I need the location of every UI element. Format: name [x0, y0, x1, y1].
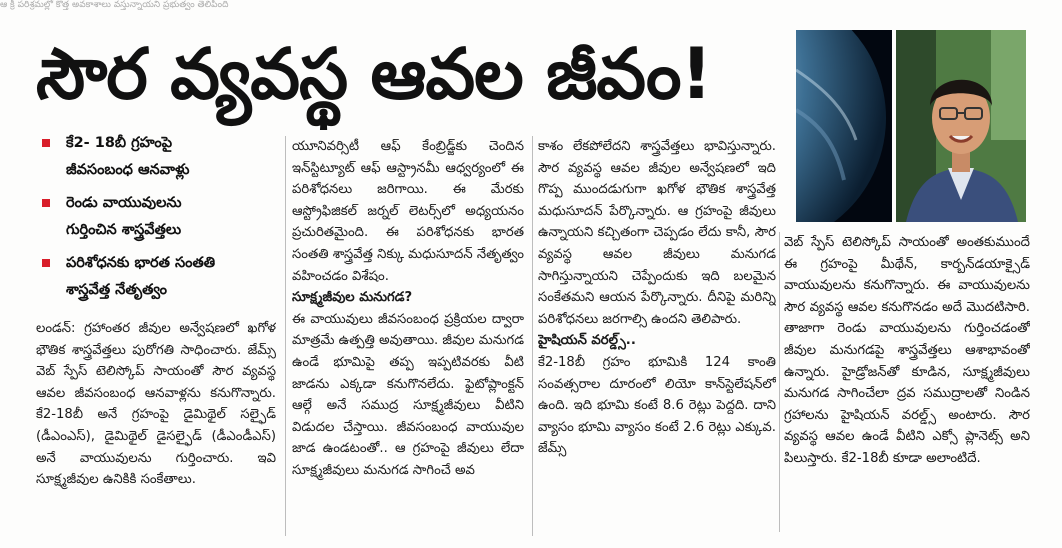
scientist-portrait	[896, 30, 1026, 222]
article-column-2	[292, 136, 524, 536]
red-square-bullet-icon	[42, 259, 50, 267]
column-1-text: లండన్‌: గ్రహాంతర జీవుల అన్వేషణలో ఖగోళ భౌతిక శాస్త్రవేత్తలు పురోగతి సాధించారు. జేమ్స్‌ వెబ్‌ స్పేస్‌ టెలిస్కోప్‌ సాయంతో సౌర వ్యవస్థ ఆవల జీవసంబంధ ఆనవాళ్లను కనుగొన్నారు. కే2-18బీ అనే గ్రహంపై డైమిథైల్‌ సల్ఫైడ్‌ (డీఎంఎస్‌), డైమిథైల్‌ డైసల్ఫైడ్‌ (డీఎండీఎస్‌) అనే వాయువులను గుర్తించారు. ఇవి సూక్ష్మజీవుల ఉనికికి సంకేతాలు.	[36, 321, 276, 488]
headline: సౌర వ్యవస్థ ఆవల జీవం!	[36, 33, 712, 115]
column-4-text: వెబ్‌ స్పేస్‌ టెలిస్కోప్‌ సాయంతో అంతకుముందే ఈ గ్రహంపై మీథేన్‌, కార్బన్‌డయాక్సైడ్‌ వాయువులను కనుగొన్నారు. ఈ వాయువులను సౌర వ్యవస్థ ఆవల కనుగొనడం అదే మొదటిసారి. తాజాగా రెండు వాయువులను గుర్తించడంతో జీవుల మనుగడపై శాస్త్రవేత్తలు ఆశాభావంతో ఉన్నారు. హైడ్రోజన్‌తో కూడిన, సూక్ష్మజీవులు మనుగడ సాగించేలా ద్రవ సముద్రాలతో నిండిన గ్రహాలను హైషియన్‌ వరల్డ్స్‌ అంటారు. సౌర వ్యవస్థ ఆవల ఉండే వీటిని ఎక్సో ప్లానెట్స్‌ అని పిలుస్తారు. కే2-18బీ కూడా అలాంటిదే.	[784, 235, 1030, 466]
column-2-text-a: యూనివర్సిటీ ఆఫ్‌ కేంబ్రిడ్జ్‌కు చెందిన ఇన్‌స్టిట్యూట్‌ ఆఫ్‌ ఆస్ట్రానమీ ఆధ్వర్యంలో ఈ పరిశోధనలు జరిగాయి. ఈ మేరకు ఆస్ట్రోఫిజికల్‌ జర్నల్‌ లెటర్స్‌లో అధ్యయనం ప్రచురితమైంది. ఈ పరిశోధనకు భారత సంతతి శాస్త్రవేత్త నిక్కు మధుసూదన్‌ నేతృత్వం వహించడం విశేషం.	[292, 139, 524, 284]
article-column-1	[36, 318, 276, 536]
highlight-line: గుర్తించిన శాస్త్రవేత్తలు	[66, 222, 182, 238]
highlight-line: రెండు వాయువులను	[66, 195, 182, 211]
column-3-text-a: కాశం లేకపోలేదని శాస్త్రవేత్తలు భావిస్తున్నారు. సౌర వ్యవస్థ ఆవల జీవుల అన్వేషణలో ఇది గొప్ప ముందడుగుగా ఖగోళ భౌతిక శాస్త్రవేత్త మధుసూదన్‌ పేర్కొన్నారు. ఆ గ్రహంపై జీవులు ఉన్నాయని కచ్చితంగా చెప్పడం లేదు కానీ, సౌర వ్యవస్థ ఆవల జీవులు మనుగడ సాగిస్తున్నాయని చెప్పేందుకు ఇది బలమైన సంకేతమని ఆయన పేర్కొన్నారు. దీనిపై మరిన్ని పరిశోధనలు జరగాల్సి ఉందని తెలిపారు.	[538, 139, 776, 327]
column-3-text-b: కే2-18బీ గ్రహం భూమికి 124 కాంతి సంవత్సరాల దూరంలో లియో కాన్‌స్టెలేషన్‌లో ఉంది. ఇది భూమి కంటే 8.6 రెట్లు పెద్దది. దాని వ్యాసం భూమి వ్యాసం కంటే 2.6 రెట్లు ఎక్కువ. జేమ్స్‌	[538, 354, 776, 457]
highlights-list	[36, 130, 276, 316]
highlight-line: జీవసంబంధ ఆనవాళ్లు	[66, 162, 190, 178]
column-2-text-b: ఈ వాయువులు జీవసంబంధ ప్రక్రియల ద్వారా మాత్రమే ఉత్పత్తి అవుతాయి. జీవుల మనుగడ ఉండే భూమిపై తప్ప ఇప్పటివరకు వీటి జాడను ఎక్కడా కనుగొనలేదు. ఫైటోప్లాంక్టన్‌ ఆల్గే అనే సముద్ర సూక్ష్మజీవులు వీటిని విడుదల చేస్తాయి. జీవసంబంధ వాయువుల జాడ ఉండటంతో.. ఆ గ్రహంపై జీవులు లేదా సూక్ష్మజీవులు మనుగడ సాగించే అవ	[292, 311, 524, 478]
column-divider	[285, 136, 286, 536]
red-square-bullet-icon	[42, 199, 50, 207]
highlight-line: శాస్త్రవేత్త నేతృత్వం	[66, 282, 167, 298]
column-divider	[779, 232, 780, 532]
top-cut-text: ఆ క్రీ పరిశ్రమల్లో కొత్త అవకాశాలు వస్తున్నాయని ప్రభుత్వం తెలిపింది	[0, 0, 229, 10]
highlight-line: పరిశోధనకు భారత సంతతి	[66, 255, 216, 271]
highlight-item	[36, 250, 276, 304]
highlight-item	[36, 190, 276, 244]
scientist-photo	[896, 30, 1026, 222]
article-column-4	[784, 232, 1030, 532]
subheading-hycean-worlds: హైషియన్‌ వరల్డ్స్‌..	[538, 333, 636, 349]
subheading-microbes: సూక్ష్మజీవుల మనుగడ?	[292, 290, 413, 306]
planet-image	[796, 30, 892, 222]
article-column-3	[538, 136, 776, 536]
red-square-bullet-icon	[42, 139, 50, 147]
highlight-item	[36, 130, 276, 184]
planet-photo	[796, 30, 892, 222]
highlight-line: కే2- 18బీ గ్రహంపై	[66, 135, 173, 151]
column-divider	[532, 136, 533, 536]
